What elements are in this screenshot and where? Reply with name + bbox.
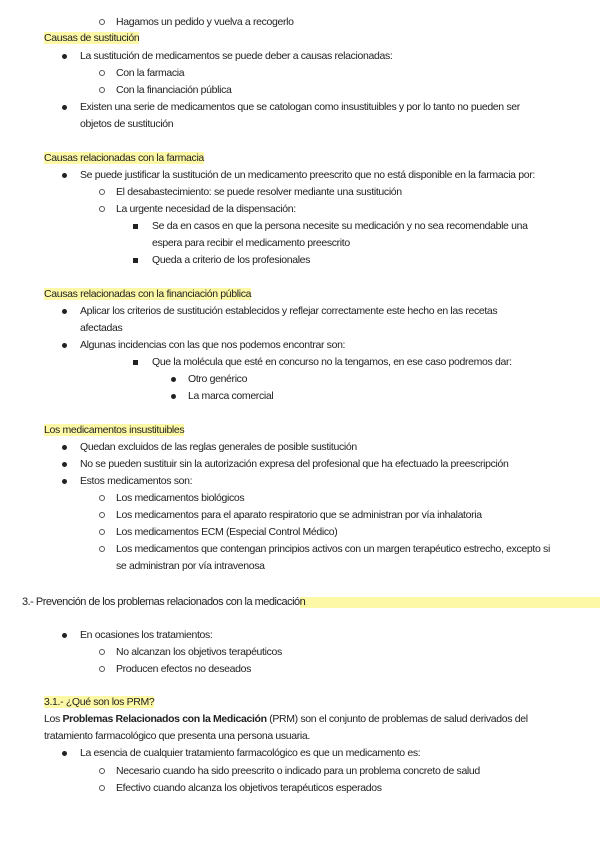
subheading	[44, 287, 251, 301]
text: No se pueden sustituir sin la autorización expresa del profesional que ha efectuado la preescripción	[80, 458, 509, 470]
list-item	[152, 236, 350, 250]
list-item	[80, 304, 497, 318]
bullet-dot-icon	[171, 372, 176, 386]
bullet-dot-icon	[62, 462, 67, 467]
bullet-dot-icon	[62, 338, 67, 352]
line-content	[80, 50, 392, 62]
list-item	[188, 389, 273, 403]
paragraph-line	[44, 712, 528, 726]
line-content	[44, 696, 154, 708]
line-content	[116, 84, 231, 96]
list-item	[80, 168, 535, 182]
line-content	[80, 441, 357, 453]
list-item	[80, 457, 508, 471]
text: se administran por vía intravenosa	[116, 560, 265, 572]
line-content	[44, 288, 251, 300]
text: tratamiento farmacológico que presenta una persona usuaria.	[44, 730, 310, 742]
subheading	[44, 151, 204, 165]
bullet-circle-icon	[99, 202, 105, 216]
bullet-dot-icon	[62, 168, 67, 182]
list-item	[116, 764, 480, 778]
text: Con la farmacia	[116, 67, 185, 79]
list-item	[80, 440, 357, 454]
text: La esencia de cualquier tratamiento farmacológico es que un medicamento es:	[80, 747, 421, 759]
line-content	[116, 16, 294, 28]
bullet-circle-icon	[99, 546, 105, 552]
list-item	[80, 628, 213, 642]
bullet-dot-icon	[62, 746, 67, 760]
text: En ocasiones los tratamientos:	[80, 629, 213, 641]
text: Los medicamentos para el aparato respiratorio que se administran por vía inhalatoria	[116, 509, 482, 521]
bold-term: Problemas Relacionados con la Medicación	[62, 713, 267, 725]
line-content	[80, 305, 497, 317]
line-content	[152, 356, 512, 368]
list-item	[80, 117, 173, 131]
line-content	[80, 322, 122, 334]
text: Algunas incidencias con las que nos podemos encontrar son:	[80, 339, 346, 351]
bullet-circle-icon	[99, 662, 105, 676]
bullet-dot-icon	[62, 440, 67, 454]
list-item	[152, 219, 528, 233]
list-item	[116, 662, 251, 676]
bullet-dot-icon	[62, 474, 67, 488]
bullet-square-icon	[133, 253, 138, 267]
text: espera para recibir el medicamento preescrito	[152, 237, 350, 249]
text: Causas relacionadas con la financiación pública	[44, 288, 252, 300]
text: Otro genérico	[188, 373, 248, 385]
list-item	[116, 559, 265, 573]
bullet-dot-icon	[171, 394, 176, 399]
list-item	[116, 491, 244, 505]
list-item	[116, 83, 231, 97]
line-content	[44, 730, 310, 742]
bullet-dot-icon	[62, 633, 67, 638]
bullet-circle-icon	[99, 70, 105, 76]
list-item	[116, 525, 337, 539]
bullet-dot-icon	[62, 479, 67, 484]
bullet-circle-icon	[99, 508, 105, 522]
bullet-square-icon	[133, 219, 138, 233]
bullet-circle-icon	[99, 649, 105, 655]
bullet-circle-icon	[99, 189, 105, 195]
list-item	[80, 100, 520, 114]
list-item	[116, 781, 382, 795]
bullet-circle-icon	[99, 529, 105, 535]
line-content	[188, 373, 247, 385]
text: Hagamos un pedido y vuelva a recogerlo	[116, 16, 294, 28]
line-content	[152, 237, 350, 249]
subheading	[44, 695, 154, 709]
text: Aplicar los criterios de sustitución establecidos y reflejar correctamente este hecho en las recetas	[80, 305, 498, 317]
list-item	[116, 645, 282, 659]
list-item	[116, 15, 294, 29]
line-content	[80, 747, 420, 759]
text: Los medicamentos que contengan principios activos con un margen terapéutico estrecho, excepto si	[116, 543, 550, 555]
line-content	[116, 663, 251, 675]
line-content	[116, 186, 402, 198]
section-highlight	[300, 597, 600, 608]
list-item	[188, 372, 247, 386]
bullet-circle-icon	[99, 87, 105, 93]
bullet-circle-icon	[99, 83, 105, 97]
bullet-circle-icon	[99, 645, 105, 659]
line-content	[44, 152, 204, 164]
text: objetos de sustitución	[80, 118, 174, 130]
list-item	[80, 746, 420, 760]
text: La sustitución de medicamentos se puede deber a causas relacionadas:	[80, 50, 393, 62]
text: Los medicamentos biológicos	[116, 492, 245, 504]
text: Efectivo cuando alcanza los objetivos terapéuticos esperados	[116, 782, 382, 794]
subheading	[44, 31, 139, 45]
line-content	[22, 596, 305, 608]
subheading	[44, 423, 184, 437]
bullet-dot-icon	[62, 54, 67, 59]
text: Estos medicamentos son:	[80, 475, 193, 487]
line-content	[116, 646, 282, 658]
line-content	[116, 526, 337, 538]
text: No alcanzan los objetivos terapéuticos	[116, 646, 282, 658]
text: Queda a criterio de los profesionales	[152, 254, 311, 266]
bullet-circle-icon	[99, 666, 105, 672]
bullet-dot-icon	[62, 49, 67, 63]
line-content	[44, 424, 184, 436]
bullet-dot-icon	[171, 377, 176, 382]
bullet-circle-icon	[99, 206, 105, 212]
bullet-circle-icon	[99, 15, 105, 29]
line-content	[80, 475, 192, 487]
line-content	[116, 492, 244, 504]
bullet-circle-icon	[99, 768, 105, 774]
text: afectadas	[80, 322, 123, 334]
line-content	[44, 32, 139, 44]
bullet-dot-icon	[62, 173, 67, 178]
list-item	[80, 49, 392, 63]
list-item	[80, 321, 122, 335]
bullet-circle-icon	[99, 495, 105, 501]
text: Existen una serie de medicamentos que se catologan como insustituibles y por lo tanto no pueden ser	[80, 101, 520, 113]
text: Necesario cuando ha sido preescrito o indicado para un problema concreto de salud	[116, 765, 480, 777]
text: Causas de sustitución	[44, 32, 140, 44]
text: El desabastecimiento: se puede resolver mediante una sustitución	[116, 186, 402, 198]
list-item	[116, 202, 296, 216]
bullet-dot-icon	[62, 105, 67, 110]
list-item	[80, 474, 192, 488]
line-content	[116, 67, 184, 79]
line-content	[80, 339, 345, 351]
line-content	[116, 203, 296, 215]
bullet-square-icon	[133, 360, 138, 365]
text: La marca comercial	[188, 390, 274, 402]
text: 3.- Prevención de los problemas relacionados con la medicación	[22, 596, 306, 608]
bullet-dot-icon	[62, 457, 67, 471]
list-item	[116, 508, 482, 522]
bullet-square-icon	[133, 258, 138, 263]
bullet-dot-icon	[171, 389, 176, 403]
line-content	[80, 629, 213, 641]
bullet-square-icon	[133, 224, 138, 229]
list-item	[152, 355, 512, 369]
line-content	[188, 390, 273, 402]
bullet-dot-icon	[62, 445, 67, 450]
line-content	[80, 101, 520, 113]
bullet-circle-icon	[99, 525, 105, 539]
bullet-dot-icon	[62, 628, 67, 642]
line-content	[80, 118, 173, 130]
bullet-dot-icon	[62, 751, 67, 756]
text: Producen efectos no deseados	[116, 663, 251, 675]
line-content	[116, 560, 265, 572]
text: (PRM) son el conjunto de problemas de salud derivados del	[266, 713, 528, 725]
bullet-circle-icon	[99, 66, 105, 80]
bullet-dot-icon	[62, 100, 67, 114]
line-content	[152, 220, 528, 232]
text: Causas relacionadas con la farmacia	[44, 152, 204, 164]
text: 3.1.- ¿Qué son los PRM?	[44, 696, 155, 708]
list-item	[116, 66, 184, 80]
bullet-circle-icon	[99, 19, 105, 25]
bullet-circle-icon	[99, 185, 105, 199]
bullet-dot-icon	[62, 309, 67, 314]
section-heading	[22, 595, 305, 609]
line-content	[116, 543, 550, 555]
bullet-circle-icon	[99, 512, 105, 518]
paragraph-line	[44, 729, 310, 743]
line-content	[80, 169, 535, 181]
text: Se puede justificar la sustitución de un medicamento preescrito que no está disponible en la farmacia por:	[80, 169, 535, 181]
bullet-dot-icon	[62, 304, 67, 318]
line-content	[116, 509, 482, 521]
bullet-circle-icon	[99, 764, 105, 778]
bullet-square-icon	[133, 355, 138, 369]
text: Quedan excluidos de las reglas generales de posible sustitución	[80, 441, 357, 453]
bullet-circle-icon	[99, 542, 105, 556]
text: Los medicamentos insustituibles	[44, 424, 185, 436]
line-content	[116, 765, 480, 777]
line-content	[152, 254, 310, 266]
list-item	[80, 338, 345, 352]
bullet-circle-icon	[99, 785, 105, 791]
line-content	[116, 782, 382, 794]
text: Con la financiación pública	[116, 84, 232, 96]
line-content	[44, 713, 528, 725]
text: Los	[44, 713, 63, 725]
list-item	[116, 542, 550, 556]
text: Los medicamentos ECM (Especial Control Médico)	[116, 526, 338, 538]
list-item	[152, 253, 310, 267]
line-content	[80, 458, 508, 470]
bullet-circle-icon	[99, 491, 105, 505]
text: Se da en casos en que la persona necesite su medicación y no sea recomendable una	[152, 220, 528, 232]
list-item	[116, 185, 402, 199]
text: Que la molécula que esté en concurso no la tengamos, en ese caso podremos dar:	[152, 356, 512, 368]
text: La urgente necesidad de la dispensación:	[116, 203, 296, 215]
bullet-circle-icon	[99, 781, 105, 795]
bullet-dot-icon	[62, 343, 67, 348]
